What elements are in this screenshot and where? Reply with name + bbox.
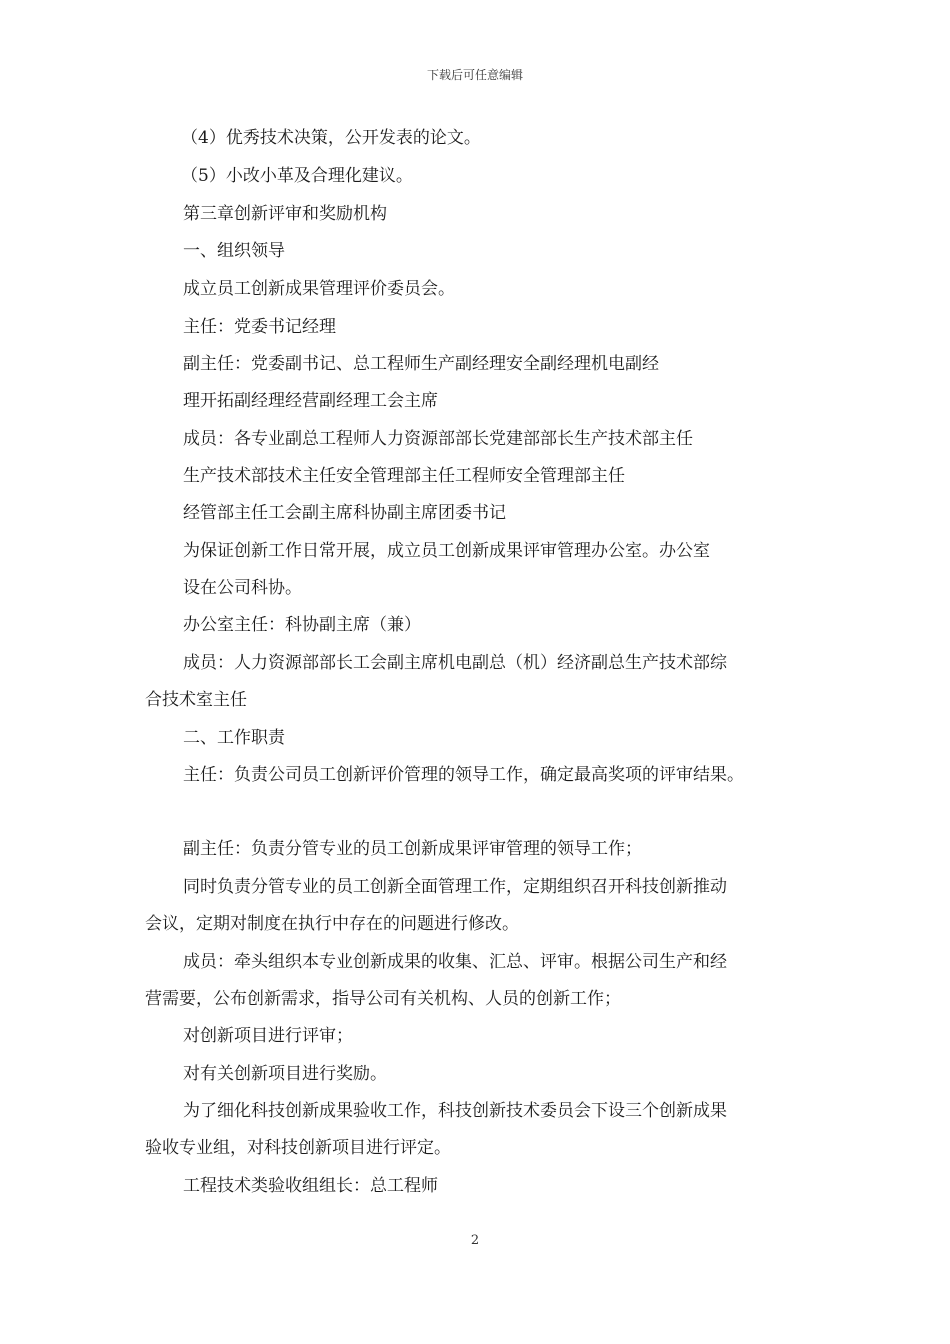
text-line: 理开拓副经理经营副经理工会主席	[183, 391, 438, 411]
text-line: 对创新项目进行评审；	[183, 1026, 353, 1046]
text-line: 成员：牵头组织本专业创新成果的收集、汇总、评审。根据公司生产和经	[183, 952, 727, 972]
text-line: 为保证创新工作日常开展，成立员工创新成果评审管理办公室。办公室	[183, 541, 710, 561]
text-line: 对有关创新项目进行奖励。	[183, 1064, 387, 1084]
text-line: 办公室主任：科协副主席（兼）	[183, 615, 421, 635]
page-number: 2	[470, 1233, 480, 1248]
text-line: 成立员工创新成果管理评价委员会。	[183, 279, 455, 299]
text-line: 为了细化科技创新成果验收工作，科技创新技术委员会下设三个创新成果	[183, 1101, 727, 1121]
text-line: 经管部主任工会副主席科协副主席团委书记	[183, 503, 506, 523]
section-heading: 一、组织领导	[183, 241, 285, 261]
section-heading: 二、工作职责	[183, 728, 285, 748]
text-line: 成员：各专业副总工程师人力资源部部长党建部部长生产技术部主任	[183, 429, 693, 449]
text-line: 验收专业组，对科技创新项目进行评定。	[145, 1138, 451, 1158]
text-line: 设在公司科协。	[183, 578, 302, 598]
text-line: 会议，定期对制度在执行中存在的问题进行修改。	[145, 914, 519, 934]
text-line: 营需要，公布创新需求，指导公司有关机构、人员的创新工作；	[145, 989, 621, 1009]
page-header: 下载后可任意编辑	[426, 68, 523, 82]
text-line: 主任：党委书记经理	[183, 317, 336, 337]
text-line: 生产技术部技术主任安全管理部主任工程师安全管理部主任	[183, 466, 625, 486]
text-line: 副主任：负责分管专业的员工创新成果评审管理的领导工作；	[183, 839, 642, 859]
section-heading: 第三章创新评审和奖励机构	[183, 204, 387, 224]
text-line: 主任：负责公司员工创新评价管理的领导工作，确定最高奖项的评审结果。	[183, 765, 744, 785]
text-line: （5）小改小革及合理化建议。	[181, 166, 413, 186]
text-line: 副主任：党委副书记、总工程师生产副经理安全副经理机电副经	[183, 354, 659, 374]
text-line: （4）优秀技术决策，公开发表的论文。	[181, 128, 481, 148]
text-line: 同时负责分管专业的员工创新全面管理工作，定期组织召开科技创新推动	[183, 877, 727, 897]
text-line: 工程技术类验收组组长：总工程师	[183, 1176, 438, 1196]
text-line: 合技术室主任	[145, 690, 247, 710]
text-line: 成员：人力资源部部长工会副主席机电副总（机）经济副总生产技术部综	[183, 653, 727, 673]
